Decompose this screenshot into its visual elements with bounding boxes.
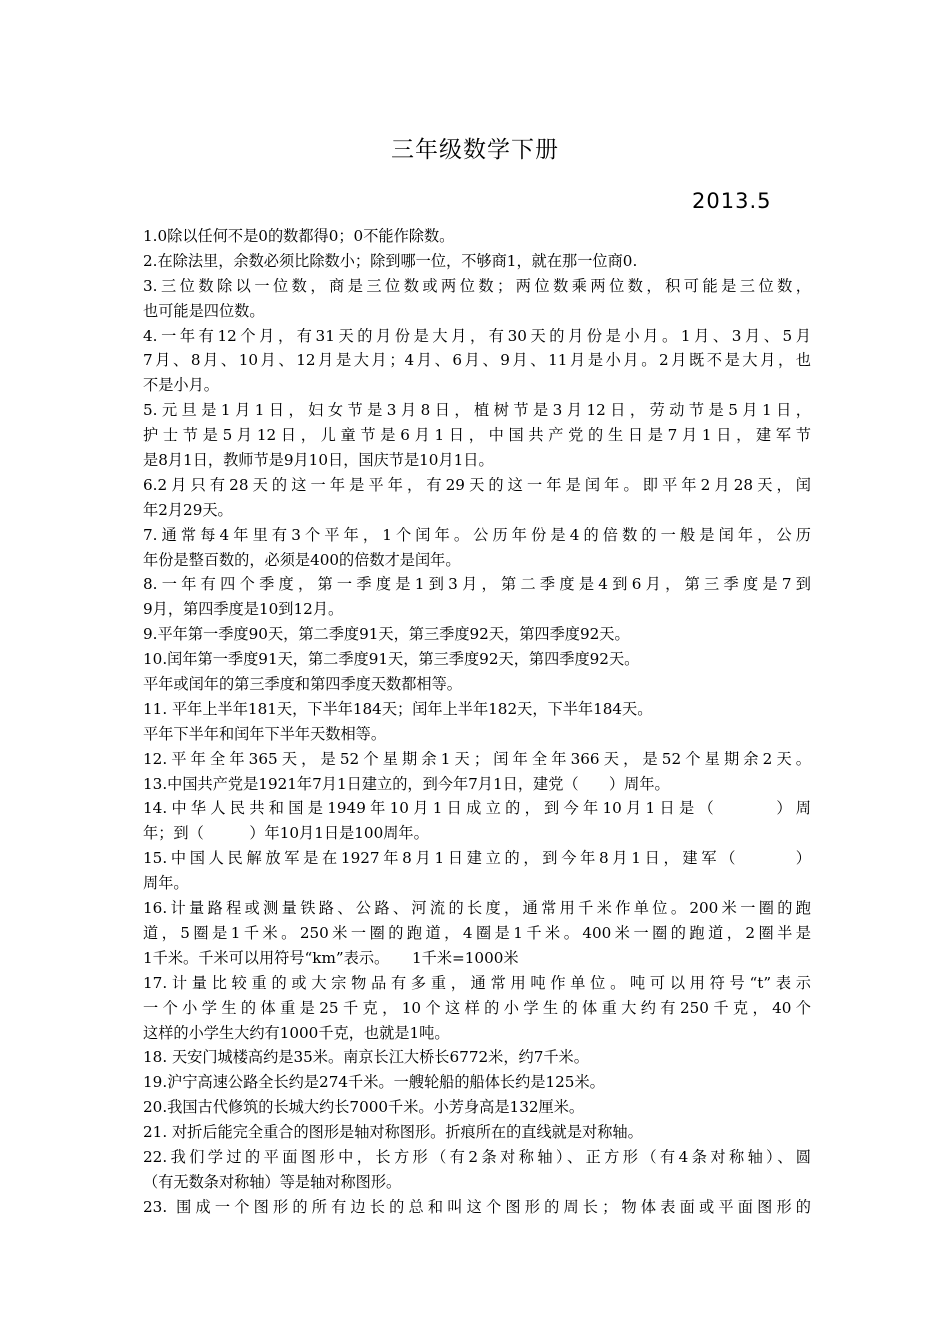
text-line: 是8月1日，教师节是9月10日，国庆节是10月1日。: [143, 451, 494, 470]
text-line: 19.沪宁高速公路全长约是274千米。一艘轮船的船体长约是125米。: [143, 1073, 605, 1092]
text-line: （有无数条对称轴）等是轴对称图形。: [143, 1172, 402, 1191]
text-line: 23. 围成一个图形的所有边长的总和叫这个图形的周长；物体表面或平面图形的: [143, 1197, 811, 1216]
text-line: 年2月29天。: [143, 500, 233, 519]
text-line: 道，5圈是1千米。250米一圈的跑道，4圈是1千米。400米一圈的跑道，2圈半是: [143, 923, 811, 942]
text-line: 1.0除以任何不是0的数都得0；0不能作除数。: [143, 227, 455, 245]
text-line: 12.平年全年365天，是52个星期余1天；闰年全年366天，是52个星期余2天。: [143, 749, 811, 768]
text-line: 9月，第四季度是10到12月。: [143, 600, 344, 619]
text-line: 13.中国共产党是1921年7月1日建立的，到今年7月1日，建党（ ）周年。: [143, 774, 670, 793]
text-line: 也可能是四位数。: [143, 301, 265, 320]
text-line: 18. 天安门城楼高约是35米。南京长江大桥长6772米，约7千米。: [143, 1048, 589, 1067]
text-line: 1千米。千米可以用符号“km”表示。 1千米=1000米: [143, 948, 519, 967]
text-line: 这样的小学生大约有1000千克，也就是1吨。: [143, 1023, 450, 1042]
text-line: 17.计量比较重的或大宗物品有多重，通常用吨作单位。吨可以用符号“t”表示: [143, 973, 811, 992]
text-line: 年份是整百数的，必须是400的倍数才是闰年。: [143, 550, 461, 569]
text-line: 21. 对折后能完全重合的图形是轴对称图形。折痕所在的直线就是对称轴。: [143, 1123, 643, 1142]
text-line: 7.通常每4年里有3个平年，1个闰年。公历年份是4的倍数的一般是闰年，公历: [143, 525, 811, 544]
text-line: 3.三位数除以一位数，商是三位数或两位数；两位数乘两位数，积可能是三位数，: [143, 276, 811, 295]
text-line: 8.一年有四个季度，第一季度是1到3月，第二季度是4到6月，第三季度是7到: [143, 575, 811, 594]
text-line: 一个小学生的体重是25千克，10个这样的小学生的体重大约有250千克，40个: [143, 998, 811, 1017]
text-line: 年；到（ ）年10月1日是100周年。: [143, 824, 429, 843]
text-line: 14.中华人民共和国是1949年10月1日成立的，到今年10月1日是（ ）周: [143, 799, 811, 818]
text-line: 6.2月只有28天的这一年是平年，有29天的这一年是闰年。即平年2月28天，闰: [143, 475, 811, 494]
text-line: 4.一年有12个月，有31天的月份是大月，有30天的月份是小月。1月、3月、5月: [143, 326, 811, 345]
text-line: 10.闰年第一季度91天，第二季度91天，第三季度92天，第四季度92天。: [143, 650, 640, 669]
document-body: [143, 224, 811, 1220]
text-line: 不是小月。: [143, 376, 219, 395]
text-line: 11. 平年上半年181天，下半年184天；闰年上半年182天，下半年184天。: [143, 699, 653, 718]
text-line: 护士节是5月12日，儿童节是6月1日，中国共产党的生日是7月1日，建军节: [143, 426, 811, 445]
text-line: 22.我们学过的平面图形中，长方形（有2条对称轴）、正方形（有4条对称轴）、圆: [143, 1147, 811, 1166]
text-line: 15.中国人民解放军是在1927年8月1日建立的，到今年8月1日，建军（ ）: [143, 849, 811, 868]
document-date: 2013.5: [692, 189, 772, 213]
text-line: 2.在除法里，余数必须比除数小；除到哪一位，不够商1，就在那一位商0.: [143, 251, 638, 270]
text-line: 5.元旦是1月1日，妇女节是3月8日，植树节是3月12日，劳动节是5月1日，: [143, 401, 811, 420]
text-line: 7月、8月、10月、12月是大月；4月、6月、9月、11月是小月。2月既不是大月，也: [143, 351, 811, 370]
text-line: 周年。: [143, 874, 189, 893]
text-line: 20.我国古代修筑的长城大约长7000千米。小芳身高是132厘米。: [143, 1098, 585, 1117]
text-line: 平年下半年和闰年下半年天数相等。: [143, 724, 386, 743]
text-line: 9.平年第一季度90天，第二季度91天，第三季度92天，第四季度92天。: [143, 625, 630, 644]
document-title: 三年级数学下册: [391, 137, 559, 163]
text-line: 16.计量路程或测量铁路、公路、河流的长度，通常用千米作单位。200米一圈的跑: [143, 899, 811, 918]
text-line: 平年或闰年的第三季度和第四季度天数都相等。: [143, 675, 462, 694]
